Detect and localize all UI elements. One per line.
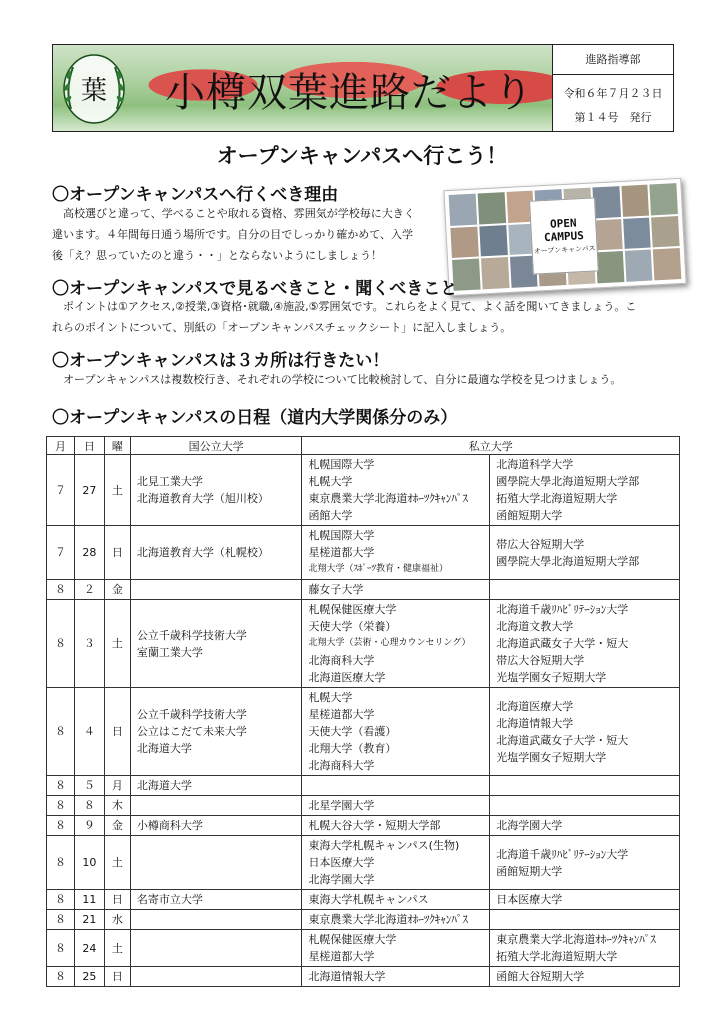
- page-title: オープンキャンパスへ行こう！: [216, 144, 508, 168]
- university-name: 札幌保健医療大学: [308, 933, 397, 946]
- university-name: 日本医療大学: [308, 856, 375, 869]
- university-name: 拓殖大学北海道短期大学: [496, 492, 618, 505]
- public-universities-cell: [130, 890, 302, 910]
- header-private: 私立大学: [302, 437, 680, 455]
- private-universities-cell-2: [490, 526, 680, 580]
- public-universities-cell: [130, 930, 302, 967]
- public-universities-cell: [130, 455, 302, 526]
- university-name: 北海道情報大学: [496, 716, 574, 730]
- private-universities-cell: [302, 836, 490, 890]
- private-universities-cell: [302, 688, 490, 776]
- month-cell: ７: [47, 526, 75, 580]
- text-line: ポイントは①アクセス,②授業,③資格･就職,④施設,⑤雰囲気です。これらをよく見て、よく話を聞いてきましょう。こ: [52, 300, 637, 313]
- university-name: 函館大学: [308, 509, 353, 522]
- table-row: [47, 796, 680, 816]
- private-universities-cell: [302, 455, 490, 526]
- month-cell: ８: [47, 776, 75, 796]
- weekday-cell: 日: [104, 967, 130, 987]
- table-row: [47, 600, 680, 688]
- table-header-row: [47, 437, 680, 455]
- private-universities-cell: [302, 526, 490, 580]
- university-name: 札幌保健医療大学: [308, 603, 397, 616]
- university-name: 北海道医療大学: [496, 699, 574, 713]
- university-name: 札幌国際大学: [308, 529, 375, 542]
- schedule-body: [47, 455, 680, 987]
- section-heading-what-to-see: 〇オープンキャンパスで見るべきこと・聞くべきこと: [52, 279, 458, 299]
- university-name: 星槎道都大学: [308, 546, 375, 559]
- issue-info: [553, 45, 673, 131]
- month-cell: ８: [47, 930, 75, 967]
- day-cell: 24: [74, 930, 104, 967]
- text-line: オープンキャンパスは複数校行き、それぞれの学校について比較検討して、自分に最適な学校を見つけましょう。: [52, 373, 622, 386]
- table-row: [47, 967, 680, 987]
- university-name: 北海道教育大学（旭川校）: [136, 492, 269, 505]
- month-cell: ８: [47, 967, 75, 987]
- newsletter-title: 小樽双葉進路だより: [165, 70, 534, 116]
- day-cell: ４: [74, 688, 104, 776]
- text-line: れらのポイントについて、別紙の「オープンキャンパスチェックシート」に記入しましょう。: [52, 321, 512, 334]
- university-name: 北海道教育大学（札幌校）: [136, 546, 269, 559]
- university-name: 天使大学（看護）: [308, 725, 397, 738]
- university-name: 東海大学札幌キャンパス(生物): [308, 839, 460, 852]
- month-cell: ７: [47, 455, 75, 526]
- month-cell: ８: [47, 600, 75, 688]
- university-name: 北海商科大学: [308, 654, 375, 667]
- weekday-cell: 日: [104, 526, 130, 580]
- header-public: 国公立大学: [130, 437, 302, 455]
- table-row: [47, 776, 680, 796]
- watermelon-banner: [53, 45, 553, 131]
- private-universities-cell: [302, 967, 490, 987]
- table-row: [47, 910, 680, 930]
- university-name: 函館短期大学: [496, 864, 563, 878]
- section-heading-schedule: 〇オープンキャンパスの日程（道内大学関係分のみ）: [52, 408, 458, 428]
- university-name: 天使大学（栄養）: [308, 620, 397, 633]
- university-name: 室蘭工業大学: [136, 645, 203, 659]
- university-name: 北海商科大学: [308, 759, 375, 772]
- weekday-cell: 日: [104, 688, 130, 776]
- month-cell: ８: [47, 580, 75, 600]
- schedule-table: [46, 436, 680, 987]
- university-name: 國學院大學北海道短期大学部: [496, 475, 640, 488]
- university-name: 小樽商科大学: [136, 819, 203, 832]
- private-universities-cell-2: [490, 600, 680, 688]
- card-subtitle: オープンキャンパス: [533, 244, 596, 256]
- private-universities-cell-2: [490, 455, 680, 526]
- private-universities-cell: [302, 600, 490, 688]
- private-universities-cell-2: [490, 796, 680, 816]
- day-cell: 11: [74, 890, 104, 910]
- university-name: 札幌国際大学: [308, 458, 375, 471]
- university-name: 藤女子大学: [308, 583, 364, 596]
- university-name: 星槎道都大学: [308, 950, 375, 963]
- weekday-cell: 土: [104, 600, 130, 688]
- table-row: [47, 836, 680, 890]
- newsletter-header: [52, 44, 674, 132]
- table-row: [47, 816, 680, 836]
- private-universities-cell-2: [490, 816, 680, 836]
- weekday-cell: 水: [104, 910, 130, 930]
- university-name: 拓殖大学北海道短期大学: [496, 950, 618, 963]
- section-text-three-places: [52, 369, 621, 390]
- card-line-open: OPEN: [549, 216, 577, 231]
- university-name: 北海道医療大学: [308, 671, 386, 684]
- university-name: 公立千歳科学技術大学: [136, 708, 247, 721]
- table-row: [47, 688, 680, 776]
- day-cell: 10: [74, 836, 104, 890]
- university-name: 札幌大学: [308, 475, 353, 488]
- university-name: 光塩学園女子短期大学: [496, 671, 607, 684]
- issue-number: 第１４号 発行: [574, 111, 652, 124]
- university-name: 公立はこだて未来大学: [136, 725, 247, 738]
- public-universities-cell: [130, 688, 302, 776]
- section-heading-three-places: 〇オープンキャンパスは３カ所は行きたい！: [52, 351, 390, 371]
- header-month: 月: [47, 437, 75, 455]
- university-name: 光塩学園女子短期大学: [496, 750, 607, 764]
- private-universities-cell: [302, 776, 490, 796]
- private-universities-cell-2: [490, 967, 680, 987]
- section-text-what-to-see: [52, 296, 636, 338]
- card-line-campus: CAMPUS: [543, 229, 585, 245]
- text-line: 違います。４年間毎日通う場所です。自分の目でしっかり確かめて、入学: [52, 228, 414, 241]
- university-name: 公立千歳科学技術大学: [136, 628, 247, 642]
- university-name: 北海道大学: [136, 742, 192, 755]
- day-cell: ３: [74, 600, 104, 688]
- private-universities-cell-2: [490, 910, 680, 930]
- private-universities-cell: [302, 890, 490, 910]
- day-cell: 28: [74, 526, 104, 580]
- table-row: [47, 930, 680, 967]
- weekday-cell: 日: [104, 890, 130, 910]
- header-weekday: 曜: [104, 437, 130, 455]
- issue-date: 令和６年７月２３日: [563, 87, 663, 100]
- day-cell: 21: [74, 910, 104, 930]
- public-universities-cell: [130, 910, 302, 930]
- private-universities-cell: [302, 816, 490, 836]
- table-row: [47, 455, 680, 526]
- university-name: 北海道千歳ﾘﾊﾋﾞﾘﾃｰｼｮﾝ大学: [496, 603, 629, 616]
- day-cell: ５: [74, 776, 104, 796]
- private-universities-cell-2: [490, 580, 680, 600]
- month-cell: ８: [47, 796, 75, 816]
- university-name: 北海学園大学: [308, 873, 375, 886]
- open-campus-photo: [443, 178, 686, 296]
- university-name: 札幌大学: [308, 691, 353, 704]
- weekday-cell: 木: [104, 796, 130, 816]
- university-name: 名寄市立大学: [136, 893, 203, 906]
- university-name: 星槎道都大学: [308, 708, 375, 721]
- public-universities-cell: [130, 967, 302, 987]
- university-name: 北見工業大学: [136, 475, 203, 488]
- university-name: 東海大学札幌キャンパス: [308, 893, 429, 906]
- public-universities-cell: [130, 796, 302, 816]
- month-cell: ８: [47, 910, 75, 930]
- university-name: 北海道情報大学: [308, 970, 386, 983]
- department: 進路指導部: [553, 45, 673, 75]
- weekday-cell: 月: [104, 776, 130, 796]
- university-name: 東京農業大学北海道ｵﾎｰﾂｸｷｬﾝﾊﾟｽ: [308, 913, 468, 926]
- private-universities-cell: [302, 580, 490, 600]
- table-row: [47, 526, 680, 580]
- private-universities-cell-2: [490, 688, 680, 776]
- section-text-reasons: [52, 203, 415, 266]
- university-name: 函館短期大学: [496, 509, 563, 522]
- private-universities-cell-2: [490, 776, 680, 796]
- university-name: 札幌大谷大学・短期大学部: [308, 819, 441, 832]
- day-cell: 27: [74, 455, 104, 526]
- university-name: 北翔大学（ｽﾎﾟｰﾂ教育・健康福祉）: [308, 564, 448, 574]
- public-universities-cell: [130, 600, 302, 688]
- university-name: 北海道千歳ﾘﾊﾋﾞﾘﾃｰｼｮﾝ大学: [496, 847, 629, 861]
- day-cell: 25: [74, 967, 104, 987]
- section-heading-reasons: 〇オープンキャンパスへ行くべき理由: [52, 185, 339, 205]
- day-cell: ８: [74, 796, 104, 816]
- university-name: 北海道大学: [136, 779, 192, 792]
- university-name: 日本医療大学: [496, 893, 563, 906]
- public-universities-cell: [130, 526, 302, 580]
- university-name: 北海学園大学: [496, 819, 563, 832]
- university-name: 國學院大學北海道短期大学部: [496, 554, 640, 568]
- university-name: 帯広大谷短期大学: [496, 537, 585, 551]
- university-name: 北翔大学（芸術・心理カウンセリング）: [308, 638, 471, 648]
- university-name: 東京農業大学北海道ｵﾎｰﾂｸｷｬﾝﾊﾟｽ: [496, 933, 656, 946]
- public-universities-cell: [130, 580, 302, 600]
- text-line: 高校選びと違って、学べることや取れる資格、雰囲気が学校毎に大きく: [52, 207, 415, 220]
- private-universities-cell-2: [490, 890, 680, 910]
- month-cell: ８: [47, 688, 75, 776]
- university-name: 北海道文教大学: [496, 620, 574, 633]
- weekday-cell: 金: [104, 580, 130, 600]
- university-name: 北海道武蔵女子大学・短大: [496, 637, 629, 650]
- open-campus-card: [529, 197, 599, 274]
- emblem-text: 葉: [80, 76, 108, 106]
- private-universities-cell-2: [490, 836, 680, 890]
- month-cell: ８: [47, 890, 75, 910]
- month-cell: ８: [47, 816, 75, 836]
- day-cell: ９: [74, 816, 104, 836]
- header-day: 日: [74, 437, 104, 455]
- university-name: 北翔大学（教育）: [308, 742, 397, 755]
- public-universities-cell: [130, 816, 302, 836]
- table-row: [47, 580, 680, 600]
- university-name: 北海道武蔵女子大学・短大: [496, 733, 629, 747]
- text-line: 後「え？思っていたのと違う・・」とならないようにしましょう！: [52, 249, 382, 262]
- month-cell: ８: [47, 836, 75, 890]
- school-emblem-icon: [59, 49, 129, 127]
- table-row: [47, 890, 680, 910]
- private-universities-cell: [302, 910, 490, 930]
- day-cell: ２: [74, 580, 104, 600]
- weekday-cell: 土: [104, 930, 130, 967]
- private-universities-cell-2: [490, 930, 680, 967]
- private-universities-cell: [302, 796, 490, 816]
- university-name: 帯広大谷短期大学: [496, 654, 585, 667]
- university-name: 東京農業大学北海道ｵﾎｰﾂｸｷｬﾝﾊﾟｽ: [308, 492, 468, 505]
- weekday-cell: 土: [104, 836, 130, 890]
- university-name: 北海道科学大学: [496, 458, 574, 471]
- public-universities-cell: [130, 776, 302, 796]
- university-name: 函館大谷短期大学: [496, 970, 585, 983]
- weekday-cell: 土: [104, 455, 130, 526]
- private-universities-cell: [302, 930, 490, 967]
- weekday-cell: 金: [104, 816, 130, 836]
- university-name: 北星学園大学: [308, 799, 375, 812]
- public-universities-cell: [130, 836, 302, 890]
